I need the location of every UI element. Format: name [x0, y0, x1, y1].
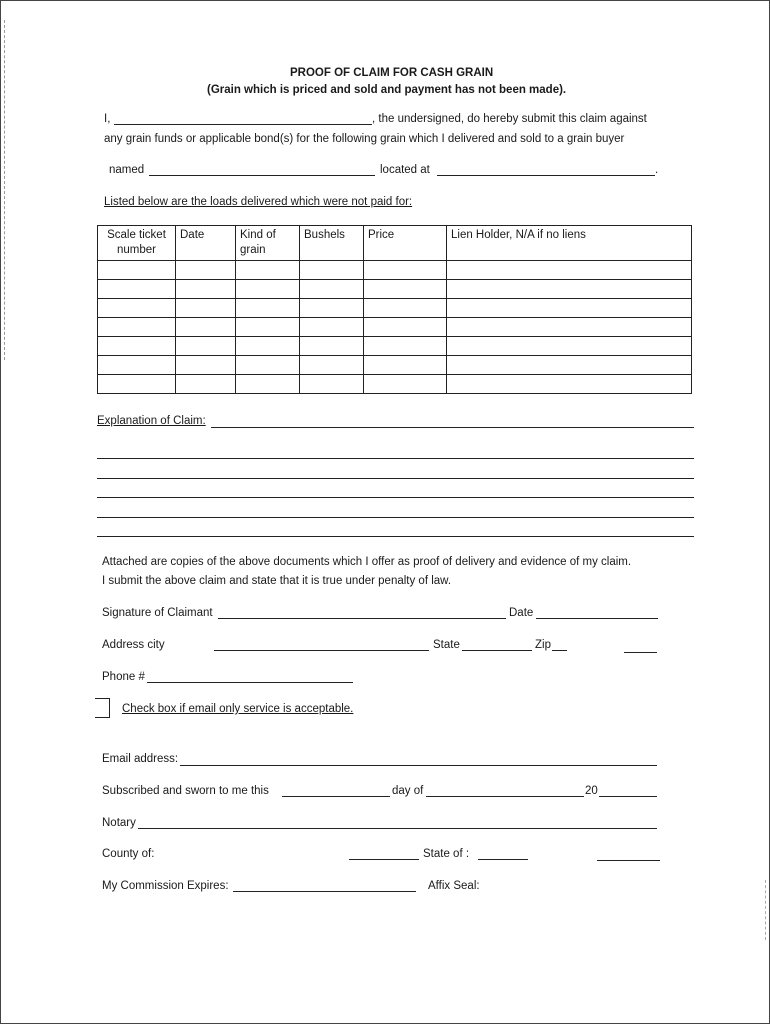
signature-label: Signature of Claimant: [102, 607, 213, 619]
located-label: located at: [380, 164, 430, 176]
date-label: Date: [509, 607, 534, 619]
column-header-text: number: [117, 244, 156, 256]
column-header-text: grain: [240, 244, 266, 256]
county-field[interactable]: [349, 859, 419, 860]
address-field[interactable]: [214, 650, 429, 651]
table-cell[interactable]: [447, 318, 692, 337]
loads-table: [97, 225, 692, 394]
table-cell[interactable]: [176, 375, 236, 394]
zip-label: Zip: [535, 639, 551, 651]
table-row: [98, 375, 692, 394]
sworn-year-field[interactable]: [599, 796, 657, 797]
submit-text: I submit the above claim and state that it is true under penalty of law.: [102, 575, 452, 587]
buyer-name-field[interactable]: [149, 175, 375, 176]
explanation-line[interactable]: [97, 517, 694, 518]
explanation-line[interactable]: [211, 427, 694, 428]
table-cell[interactable]: [236, 375, 300, 394]
zip-field[interactable]: [552, 650, 567, 651]
column-header: [447, 226, 692, 261]
form-subtitle: (Grain which is priced and sold and payment has not been made).: [207, 84, 567, 96]
named-label: named: [109, 164, 145, 176]
table-cell[interactable]: [176, 337, 236, 356]
table-cell[interactable]: [176, 318, 236, 337]
phone-label: Phone #: [102, 671, 145, 683]
state-field[interactable]: [462, 650, 532, 651]
sworn-label: Subscribed and sworn to me this: [102, 785, 269, 797]
explanation-line[interactable]: [97, 497, 694, 498]
table-cell[interactable]: [176, 280, 236, 299]
scan-edge-mark: [765, 880, 767, 940]
table-cell[interactable]: [98, 261, 176, 280]
table-cell[interactable]: [98, 318, 176, 337]
column-header: [300, 226, 364, 261]
intro-line-2: any grain funds or applicable bond(s) for the following grain which I delivered and sold to a grain buyer: [104, 133, 625, 145]
period: .: [655, 164, 659, 176]
checkbox-label: Check box if email only service is acceptable.: [122, 703, 354, 715]
seal-label: Affix Seal:: [428, 880, 480, 892]
day-of-label: day of: [392, 785, 424, 797]
year-label: 20: [585, 785, 598, 797]
table-cell[interactable]: [236, 318, 300, 337]
table-cell[interactable]: [176, 356, 236, 375]
table-row: [98, 280, 692, 299]
address-label: Address city: [102, 639, 165, 651]
explanation-label: Explanation of Claim:: [97, 415, 206, 427]
table-cell[interactable]: [236, 299, 300, 318]
column-header-text: Lien Holder, N/A if no liens: [451, 229, 586, 241]
table-header-row: [98, 226, 692, 261]
sworn-day-field[interactable]: [282, 796, 390, 797]
state-label: State: [433, 639, 460, 651]
email-only-checkbox[interactable]: [95, 698, 110, 718]
explanation-line[interactable]: [97, 478, 694, 479]
table-row: [98, 261, 692, 280]
explanation-line[interactable]: [97, 458, 694, 459]
signature-field[interactable]: [218, 618, 506, 619]
table-cell[interactable]: [98, 375, 176, 394]
table-cell[interactable]: [236, 337, 300, 356]
table-cell[interactable]: [236, 356, 300, 375]
county-label: County of:: [102, 848, 155, 860]
intro-prefix: I,: [104, 113, 111, 125]
table-cell[interactable]: [176, 299, 236, 318]
loads-heading: Listed below are the loads delivered which were not paid for:: [104, 196, 413, 208]
table-cell[interactable]: [300, 299, 364, 318]
table-cell[interactable]: [364, 299, 447, 318]
table-row: [98, 337, 692, 356]
date-field[interactable]: [536, 618, 658, 619]
table-cell[interactable]: [300, 375, 364, 394]
column-header: [98, 226, 176, 261]
table-cell[interactable]: [447, 375, 692, 394]
column-header: [176, 226, 236, 261]
table-cell[interactable]: [300, 356, 364, 375]
table-cell[interactable]: [236, 261, 300, 280]
commission-field[interactable]: [233, 891, 416, 892]
phone-field[interactable]: [147, 682, 353, 683]
table-cell[interactable]: [176, 261, 236, 280]
explanation-line[interactable]: [97, 536, 694, 537]
buyer-location-field[interactable]: [437, 175, 655, 176]
notary-field[interactable]: [138, 828, 657, 829]
column-header-text: Scale ticket: [107, 229, 166, 241]
table-cell[interactable]: [300, 280, 364, 299]
table-cell[interactable]: [98, 356, 176, 375]
table-cell[interactable]: [364, 261, 447, 280]
table-cell[interactable]: [447, 337, 692, 356]
state-of-label: State of :: [423, 848, 470, 860]
attached-text: Attached are copies of the above documents which I offer as proof of delivery and evidence of my claim.: [102, 556, 632, 568]
column-header-text: Kind of: [240, 229, 276, 241]
table-cell[interactable]: [98, 337, 176, 356]
notary-label: Notary: [102, 817, 136, 829]
commission-label: My Commission Expires:: [102, 880, 229, 892]
table-cell[interactable]: [447, 280, 692, 299]
claimant-name-field[interactable]: [114, 124, 372, 125]
table-row: [98, 356, 692, 375]
intro-suffix: , the undersigned, do hereby submit this claim against: [372, 113, 647, 125]
table-cell[interactable]: [447, 261, 692, 280]
email-label: Email address:: [102, 753, 179, 765]
column-header-text: Date: [180, 229, 205, 241]
state-of-field[interactable]: [478, 859, 528, 860]
table-cell[interactable]: [98, 280, 176, 299]
table-cell[interactable]: [447, 299, 692, 318]
table-cell[interactable]: [364, 375, 447, 394]
email-field[interactable]: [180, 765, 657, 766]
table-cell[interactable]: [364, 280, 447, 299]
column-header: [364, 226, 447, 261]
table-cell[interactable]: [300, 337, 364, 356]
table-cell[interactable]: [364, 318, 447, 337]
form-title: PROOF OF CLAIM FOR CASH GRAIN: [290, 67, 494, 79]
scan-edge-mark: [4, 20, 6, 360]
table-cell[interactable]: [300, 261, 364, 280]
table-cell[interactable]: [364, 337, 447, 356]
column-header: [236, 226, 300, 261]
column-header-text: Price: [368, 229, 395, 241]
state-of-field-extension[interactable]: [597, 860, 660, 861]
zip-field-extension[interactable]: [624, 652, 657, 653]
table-cell[interactable]: [300, 318, 364, 337]
table-cell[interactable]: [447, 356, 692, 375]
table-row: [98, 299, 692, 318]
table-cell[interactable]: [364, 356, 447, 375]
sworn-month-field[interactable]: [426, 796, 584, 797]
table-row: [98, 318, 692, 337]
table-cell[interactable]: [98, 299, 176, 318]
table-cell[interactable]: [236, 280, 300, 299]
column-header-text: Bushels: [304, 229, 345, 241]
